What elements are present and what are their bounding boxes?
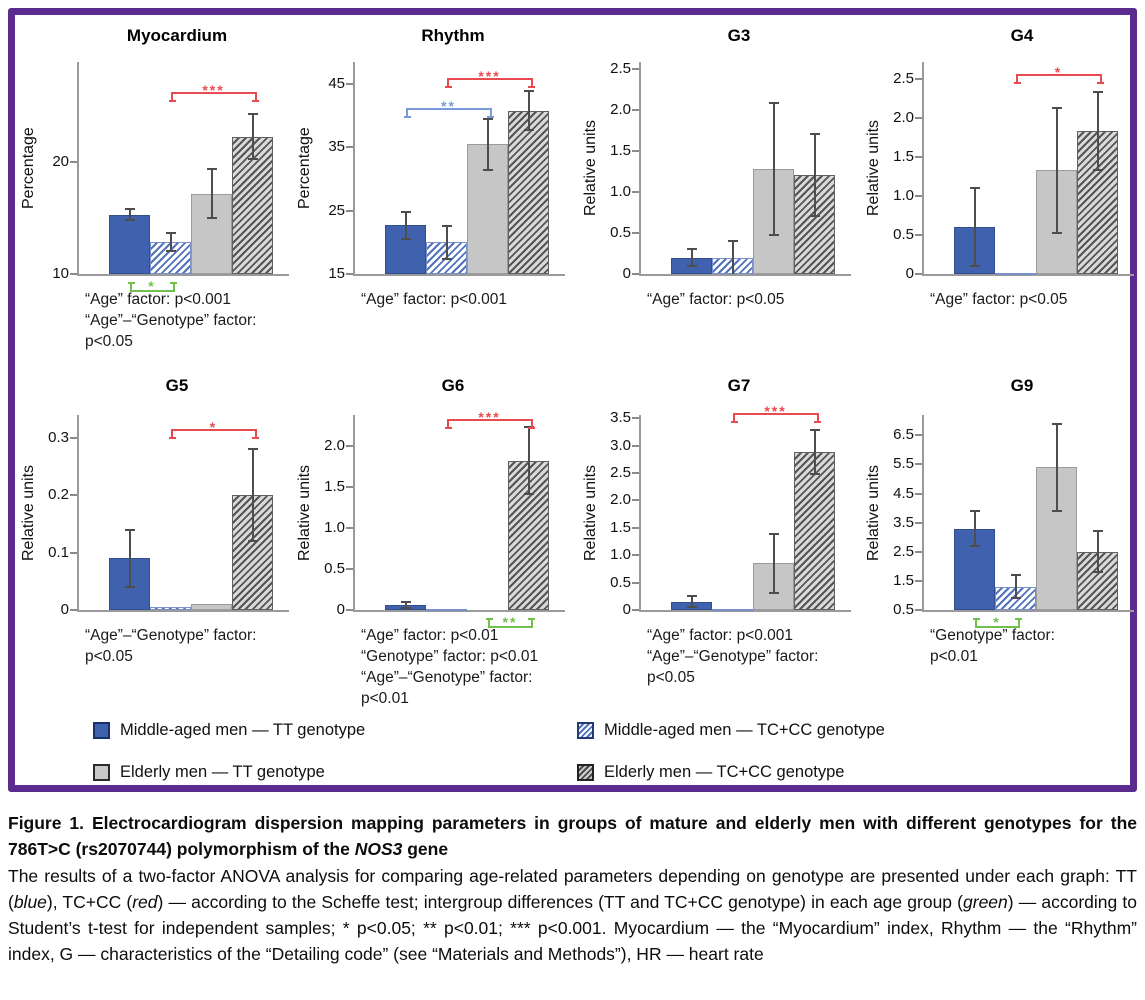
error-bar-cap-bottom	[1052, 232, 1062, 234]
significance-bracket-green	[488, 614, 533, 630]
axis-tick-mark	[70, 552, 77, 554]
chart-title: G7	[727, 376, 751, 395]
error-bar	[974, 511, 976, 546]
bracket-foot	[487, 116, 494, 118]
axis-tick-label: 0.5	[893, 226, 914, 244]
axis-tick-label: 2.5	[610, 59, 631, 77]
bar-middle-aged-tccc	[150, 607, 191, 610]
error-bar-cap-top	[207, 168, 217, 170]
axis-tick-mark	[632, 499, 639, 501]
chart-panel-rhythm	[291, 20, 571, 365]
error-bar	[211, 169, 213, 218]
error-bar-cap-top	[687, 248, 697, 250]
error-bar-cap-bottom	[401, 607, 411, 609]
significance-bracket-green	[975, 614, 1020, 630]
y-axis-label: Relative units	[582, 119, 599, 217]
y-axis-label: Percentage	[20, 127, 37, 209]
significance-stars: **	[441, 98, 456, 114]
significance-stars: *	[1054, 64, 1063, 80]
axis-tick-mark	[915, 580, 922, 582]
error-bar	[1097, 92, 1099, 170]
error-bar-cap-bottom	[248, 540, 258, 542]
error-bar-cap-top	[769, 102, 779, 104]
annotation-line: “Age” factor: p<0.001	[361, 291, 508, 308]
chart-title: G3	[727, 26, 751, 45]
anova-annotation	[930, 626, 1138, 668]
annotation-line: “Age” factor: p<0.001	[647, 627, 794, 644]
axis-tick-mark	[632, 191, 639, 193]
axis-tick-label: 2.5	[893, 70, 914, 88]
error-bar-cap-bottom	[970, 265, 980, 267]
error-bar-cap-top	[970, 187, 980, 189]
anova-annotation	[85, 290, 293, 353]
axis-tick-mark	[632, 445, 639, 447]
axis-tick-label: 2.0	[893, 109, 914, 127]
significance-bracket-green	[130, 278, 175, 294]
plot-area	[922, 415, 1134, 630]
axis-tick-mark	[632, 417, 639, 419]
error-bar-cap-top	[687, 595, 697, 597]
bracket-foot	[252, 100, 259, 102]
annotation-line: “Age”–“Genotype” factor:	[361, 668, 533, 686]
error-bar	[405, 212, 407, 239]
error-bar	[691, 249, 693, 265]
bracket-foot	[528, 427, 535, 429]
axis-tick-mark	[915, 522, 922, 524]
axis-tick-label: 1.5	[893, 148, 914, 166]
axis-tick-label: 20	[52, 153, 69, 171]
error-bar	[773, 534, 775, 593]
error-bar-cap-top	[810, 429, 820, 431]
axis-tick-mark	[915, 434, 922, 436]
axis-tick-mark	[70, 609, 77, 611]
axis-tick-label: 25	[328, 201, 345, 219]
bracket-foot	[404, 116, 411, 118]
axis-tick-label: 2.0	[610, 491, 631, 509]
error-bar-cap-bottom	[810, 473, 820, 475]
axis-tick-mark	[632, 273, 639, 275]
error-bar-cap-bottom	[125, 219, 135, 221]
axis-tick-mark	[70, 494, 77, 496]
axis-tick-label: 0	[622, 601, 631, 618]
error-bar-cap-bottom	[769, 234, 779, 236]
legend-label: Elderly men — TC+CC genotype	[604, 763, 845, 781]
axis-tick-mark	[632, 472, 639, 474]
axis-tick-mark	[915, 493, 922, 495]
bar-middle-aged-tt	[109, 215, 150, 274]
error-bar-cap-bottom	[970, 545, 980, 547]
axis-tick-mark	[632, 109, 639, 111]
axis-tick-mark	[346, 609, 353, 611]
error-bar-cap-top	[442, 225, 452, 227]
error-bar-cap-top	[1052, 107, 1062, 109]
error-bar-cap-top	[483, 118, 493, 120]
caption-body	[8, 863, 1137, 968]
caption-segment: Figure 1. Electrocardiogram dispersion mapping parameters in groups of mature and elderly men with different genotypes for the 786T>C (rs2070744) polymorphism of the	[8, 813, 1137, 860]
axis-tick-label: 4.5	[893, 484, 914, 502]
chart-panel-g3	[577, 20, 857, 365]
error-bar-cap-bottom	[166, 250, 176, 252]
bracket-foot	[1097, 82, 1104, 84]
error-bar-cap-top	[248, 448, 258, 450]
error-bar-cap-top	[1052, 423, 1062, 425]
axis-tick-mark	[915, 463, 922, 465]
chart-title: G9	[1010, 376, 1034, 395]
axis-tick-label: 0	[60, 601, 69, 618]
y-axis-label: Percentage	[296, 127, 313, 209]
caption-segment: green	[963, 891, 1008, 912]
significance-bracket-red	[733, 403, 819, 422]
error-bar-cap-bottom	[810, 215, 820, 217]
error-bar-cap-top	[166, 232, 176, 234]
legend-swatch-gray-hatched	[577, 764, 594, 781]
legend-label: Middle-aged men — TC+CC genotype	[604, 721, 885, 739]
figure-border-box	[8, 8, 1137, 792]
annotation-line: “Age”–“Genotype” factor:	[647, 647, 819, 665]
y-axis-label: Relative units	[865, 464, 882, 561]
annotation-line: “Age” factor: p<0.05	[930, 291, 1068, 308]
legend-item-elderly-tt	[93, 763, 325, 782]
axis-tick-label: 3.5	[893, 513, 914, 531]
caption-segment: NOS3	[354, 839, 403, 860]
significance-bracket-red	[171, 419, 257, 438]
axis-tick-label: 1.5	[610, 518, 631, 536]
error-bar	[814, 430, 816, 474]
annotation-line: “Genotype” factor:	[930, 627, 1055, 644]
axis-tick-mark	[915, 234, 922, 236]
significance-bracket-red	[171, 82, 257, 101]
chart-title: G5	[165, 376, 189, 395]
error-bar-cap-top	[970, 510, 980, 512]
annotation-line: “Age”–“Genotype” factor:	[85, 627, 257, 644]
bar-elderly-tt	[467, 610, 508, 612]
annotation-line: p<0.05	[85, 647, 133, 665]
bracket-foot	[731, 421, 738, 423]
y-axis-label: Relative units	[865, 119, 882, 217]
legend-item-elderly-tccc	[577, 763, 844, 782]
figure-caption	[8, 810, 1137, 968]
error-bar-cap-bottom	[769, 592, 779, 594]
legend-item-middle-aged-tccc	[577, 721, 885, 740]
significance-stars: ***	[202, 82, 225, 98]
annotation-line: “Age” factor: p<0.05	[647, 291, 785, 308]
axis-tick-mark	[346, 146, 353, 148]
axis-tick-label: 3.0	[610, 436, 631, 454]
error-bar-cap-top	[248, 113, 258, 115]
axis-tick-mark	[346, 83, 353, 85]
anova-annotation	[647, 626, 855, 689]
axis-tick-mark	[915, 609, 922, 611]
error-bar-cap-bottom	[248, 158, 258, 160]
error-bar-cap-bottom	[125, 586, 135, 588]
caption-segment: blue	[13, 891, 47, 912]
legend-swatch-blue-hatched	[577, 722, 594, 739]
plot-area	[639, 62, 851, 276]
error-bar	[814, 134, 816, 216]
bar-middle-aged-tccc	[426, 609, 467, 611]
significance-bracket-red	[447, 409, 533, 428]
error-bar-cap-bottom	[524, 493, 534, 495]
anova-annotation	[647, 290, 855, 311]
bracket-foot	[814, 421, 821, 423]
chart-title: Myocardium	[126, 26, 228, 45]
error-bar	[1056, 424, 1058, 511]
annotation-line: p<0.05	[647, 668, 695, 686]
axis-tick-label: 2.5	[893, 542, 914, 560]
chart-title: G4	[1010, 26, 1034, 45]
chart-title: Rhythm	[421, 26, 485, 45]
y-axis-label: Relative units	[582, 464, 599, 561]
axis-tick-mark	[632, 527, 639, 529]
axis-tick-label: 2.0	[324, 437, 345, 455]
error-bar-cap-bottom	[1093, 571, 1103, 573]
plot-area	[639, 403, 851, 612]
axis-tick-mark	[915, 195, 922, 197]
caption-segment: red	[132, 891, 158, 912]
axis-tick-label: 1.0	[324, 519, 345, 537]
axis-tick-label: 0.3	[48, 428, 69, 446]
axis-tick-mark	[632, 68, 639, 70]
significance-bracket-blue	[406, 98, 492, 117]
bracket-foot	[445, 86, 452, 88]
chart-panel-g9	[860, 370, 1140, 715]
error-bar	[252, 449, 254, 541]
chart-panel-g5	[15, 370, 295, 715]
axis-tick-label: 1.5	[893, 571, 914, 589]
axis-tick-label: 0	[622, 265, 631, 282]
axis-tick-mark	[346, 486, 353, 488]
plot-area	[77, 415, 289, 612]
error-bar-cap-bottom	[1011, 597, 1021, 599]
axis-tick-mark	[346, 210, 353, 212]
axis-tick-label: 2.0	[610, 100, 631, 118]
axis-tick-label: 0.5	[893, 601, 914, 618]
axis-tick-mark	[70, 161, 77, 163]
axis-tick-mark	[915, 273, 922, 275]
chart-panel-g7	[577, 370, 857, 715]
error-bar-cap-bottom	[483, 169, 493, 171]
axis-tick-label: 1.0	[893, 187, 914, 205]
axis-tick-label: 0.5	[324, 560, 345, 578]
axis-tick-label: 2.5	[610, 464, 631, 482]
bar-middle-aged-tccc	[712, 609, 753, 611]
axis-tick-label: 3.5	[610, 409, 631, 427]
error-bar-cap-top	[769, 533, 779, 535]
plot-area	[353, 62, 565, 276]
legend-label: Middle-aged men — TT genotype	[120, 721, 366, 739]
plot-area	[922, 62, 1134, 276]
error-bar-cap-top	[125, 208, 135, 210]
axis-tick-mark	[346, 273, 353, 275]
axis-tick-mark	[70, 273, 77, 275]
error-bar	[732, 241, 734, 274]
error-bar	[528, 91, 530, 130]
caption-segment: ), TC+CC (	[46, 891, 133, 912]
axis-tick-label: 1.0	[610, 546, 631, 564]
axis-tick-label: 6.5	[893, 426, 914, 444]
axis-tick-label: 0.5	[610, 573, 631, 591]
error-bar	[252, 114, 254, 159]
error-bar-cap-top	[401, 601, 411, 603]
axis-tick-mark	[915, 78, 922, 80]
axis-tick-mark	[915, 117, 922, 119]
axis-tick-mark	[915, 551, 922, 553]
y-axis-label: Relative units	[296, 464, 313, 561]
axis-tick-label: 1.5	[324, 478, 345, 496]
error-bar	[974, 188, 976, 266]
significance-stars: *	[993, 614, 1001, 630]
caption-segment: The results of a two-factor ANOVA analysis for comparing age-related parameters depending on genotype are presented under each graph: TT (	[8, 865, 1137, 912]
bar-elderly-tccc	[508, 111, 549, 274]
annotation-line: p<0.01	[930, 647, 978, 665]
error-bar	[170, 233, 172, 251]
legend-label: Elderly men — TT genotype	[120, 763, 325, 781]
caption-segment: ) — according to Student’s t-test for independent samples; * p<0.05; ** p<0.01; *** p<0.001. Myocardium — the “Myocardium” index, Rhythm — the “Rhythm” index, G — characteristics of the “Detailing code” (see “Materials and Methods”), HR — heart rate	[8, 891, 1138, 965]
bracket-foot	[528, 86, 535, 88]
axis-tick-label: 0.1	[48, 543, 69, 561]
error-bar-cap-bottom	[207, 217, 217, 219]
axis-tick-mark	[915, 156, 922, 158]
annotation-line: “Age”–“Genotype” factor:	[85, 311, 257, 329]
error-bar-cap-bottom	[442, 258, 452, 260]
significance-stars: *	[209, 419, 218, 435]
axis-tick-label: 45	[328, 75, 345, 93]
axis-tick-mark	[346, 527, 353, 529]
anova-annotation	[361, 290, 569, 311]
error-bar-cap-bottom	[1052, 510, 1062, 512]
bar-middle-aged-tccc	[995, 273, 1036, 275]
axis-tick-label: 0	[905, 265, 914, 282]
error-bar	[1056, 108, 1058, 233]
bracket-foot	[169, 437, 176, 439]
significance-stars: ***	[478, 68, 501, 84]
axis-tick-label: 10	[52, 265, 69, 282]
error-bar	[528, 427, 530, 494]
legend-swatch-gray-solid	[93, 764, 110, 781]
caption-segment: ) — according to the Scheffe test; intergroup differences (TT and TC+CC genotype) in each age group (	[157, 891, 964, 912]
significance-stars: ***	[764, 403, 787, 419]
anova-annotation	[930, 290, 1138, 311]
error-bar	[1097, 531, 1099, 572]
error-bar-cap-bottom	[1093, 169, 1103, 171]
annotation-line: “Age” factor: p<0.001	[85, 291, 232, 308]
axis-tick-mark	[70, 437, 77, 439]
bar-elderly-tt	[191, 604, 232, 610]
significance-stars: *	[148, 278, 156, 294]
chart-panel-g4	[860, 20, 1140, 365]
error-bar-cap-top	[810, 133, 820, 135]
significance-bracket-red	[447, 68, 533, 87]
anova-annotation	[361, 626, 569, 710]
axis-tick-mark	[346, 445, 353, 447]
bracket-foot	[1014, 82, 1021, 84]
axis-tick-mark	[632, 609, 639, 611]
chart-panel-g6	[291, 370, 571, 715]
bracket-foot	[445, 427, 452, 429]
legend-swatch-blue-solid	[93, 722, 110, 739]
anova-annotation	[85, 626, 293, 668]
error-bar-cap-top	[125, 529, 135, 531]
error-bar-cap-bottom	[687, 606, 697, 608]
error-bar	[487, 119, 489, 170]
axis-tick-label: 0	[336, 601, 345, 618]
axis-tick-mark	[632, 232, 639, 234]
plot-area	[77, 62, 289, 294]
axis-tick-label: 0.2	[48, 486, 69, 504]
axis-tick-mark	[632, 582, 639, 584]
error-bar-cap-top	[1011, 574, 1021, 576]
axis-tick-label: 1.5	[610, 141, 631, 159]
axis-tick-label: 0.5	[610, 223, 631, 241]
error-bar	[773, 103, 775, 234]
error-bar-cap-bottom	[687, 265, 697, 267]
bracket-foot	[252, 437, 259, 439]
annotation-line: p<0.01	[361, 689, 409, 707]
axis-tick-mark	[632, 150, 639, 152]
chart-panel-myocardium	[15, 20, 295, 365]
axis-tick-label: 35	[328, 138, 345, 156]
error-bar-cap-top	[524, 90, 534, 92]
axis-tick-label: 15	[328, 265, 345, 282]
plot-area	[353, 409, 565, 630]
error-bar-cap-bottom	[524, 129, 534, 131]
error-bar-cap-top	[401, 211, 411, 213]
error-bar	[129, 530, 131, 587]
annotation-line: “Genotype” factor: p<0.01	[361, 647, 539, 665]
annotation-line: “Age” factor: p<0.01	[361, 627, 499, 644]
bracket-foot	[169, 100, 176, 102]
significance-bracket-red	[1016, 64, 1102, 83]
axis-tick-mark	[632, 554, 639, 556]
chart-title: G6	[441, 376, 465, 395]
axis-tick-label: 1.0	[610, 182, 631, 200]
significance-stars: ***	[478, 409, 501, 425]
y-axis-label: Relative units	[20, 464, 37, 561]
axis-tick-mark	[346, 568, 353, 570]
error-bar-cap-top	[728, 240, 738, 242]
error-bar-cap-top	[1093, 91, 1103, 93]
axis-tick-label: 5.5	[893, 455, 914, 473]
error-bar	[446, 226, 448, 259]
bar-elderly-tccc	[794, 452, 835, 610]
error-bar-cap-top	[1093, 530, 1103, 532]
error-bar-cap-bottom	[401, 238, 411, 240]
legend-item-middle-aged-tt	[93, 721, 365, 740]
caption-segment: gene	[402, 839, 449, 860]
caption-title	[8, 810, 1137, 863]
significance-stars: **	[502, 614, 518, 630]
error-bar	[1015, 575, 1017, 598]
annotation-line: p<0.05	[85, 332, 133, 350]
